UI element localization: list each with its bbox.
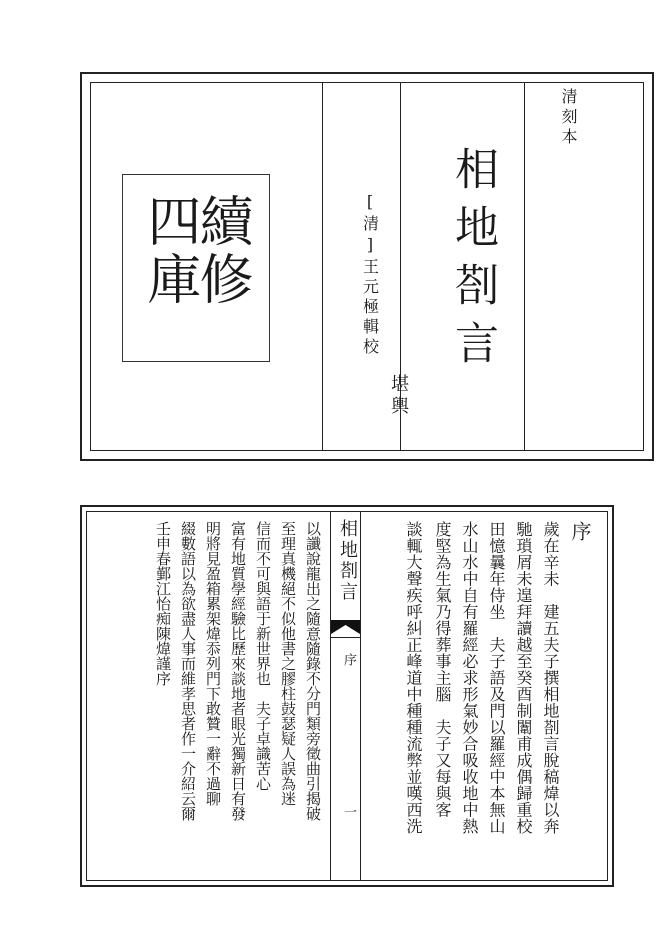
preface-column: 度堅為生氣乃得葬事主腦 夫子又每與客 (433, 521, 452, 818)
seal-text-left: 四庫 (139, 193, 202, 309)
preface-column: 以讖說龍出之隨意隨錄不分門類旁徵曲引揭破 (304, 521, 322, 821)
preface-column: 至理真機絕不似他書之膠柱鼓瑟疑人誤為迷 (279, 521, 297, 806)
page-number: 一 (341, 805, 356, 818)
preface-column: 明將見盈箱累架煒忝列門下敢贊一辭不過聊 (204, 521, 222, 806)
preface-page (80, 505, 614, 887)
preface-column: 田憶曩年侍坐 夫子語及門以羅經中本無山 (487, 521, 506, 835)
center-strip-right-border (360, 511, 361, 881)
preface-column: 綴數語以為欲盡人事而維孝思者作一介紹云爾 (179, 521, 197, 821)
preface-column: 馳瑣屑未遑拜讀越至癸酉制闈甫成偶歸重校 (514, 521, 533, 835)
seal-text-right: 續修 (191, 193, 254, 309)
fishtail-mark (331, 619, 360, 633)
section-heading: 序 (568, 521, 592, 541)
preface-column: 富有地質學經驗比歷來談地者眼光獨新日有發 (229, 521, 247, 821)
edition-label: 清刻本 (559, 88, 578, 148)
title-page (80, 72, 654, 461)
preface-column: 歲在辛未 建五夫子撰相地剳言脫稿煒以奔 (541, 521, 560, 835)
preface-column: 信而不可與語于新世界也 夫子卓識苦心 (254, 521, 272, 791)
center-divider (331, 637, 360, 638)
category-label: 堪輿 (388, 374, 409, 418)
collection-seal (122, 174, 270, 362)
preface-column: 水山水中自有羅經必求形氣妙合吸收地中熱 (460, 521, 479, 835)
center-strip-left-border (330, 511, 331, 881)
preface-column: 談輒大聲疾呼糾正峰道中種種流弊並嘆西洗 (404, 521, 423, 835)
author-line: [清]王元極輯校 (360, 192, 380, 358)
center-title: 相地剳言 (337, 519, 358, 603)
book-title: 相地剳言 (447, 146, 498, 378)
preface-signature: 壬申春鄞江怡痴陳煒謹序 (154, 521, 172, 686)
divider-right (524, 82, 525, 451)
divider-left (322, 82, 323, 451)
center-section: 序 (341, 653, 356, 666)
